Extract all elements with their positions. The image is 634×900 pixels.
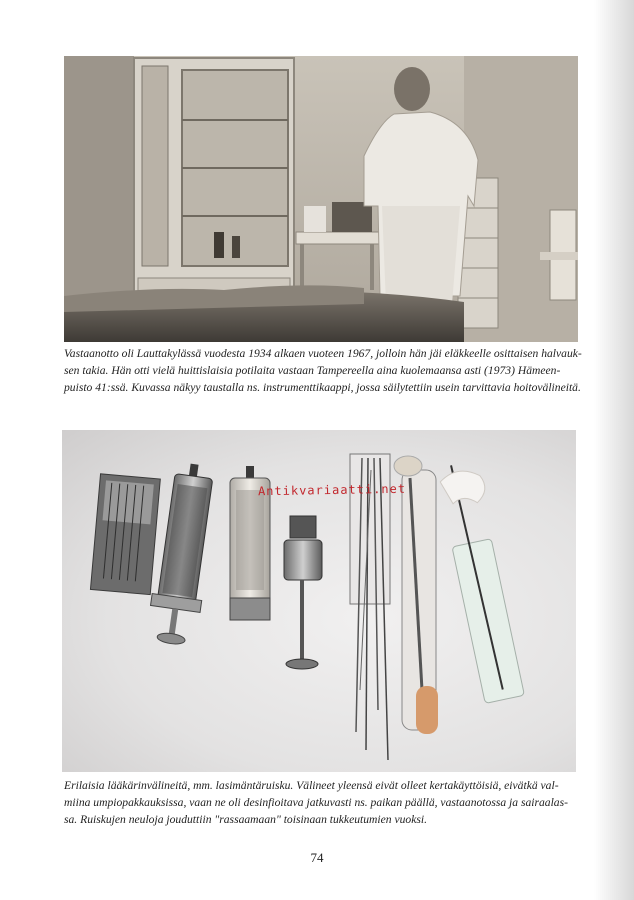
small-syringe <box>284 516 322 669</box>
needle-glass-case <box>435 459 529 703</box>
caption-line: puisto 41:ssä. Kuvassa näkyy taustalla ns. instrumenttikaappi, jossa säilytettiin usein tarvittavia hoitovälineitä. <box>64 381 581 394</box>
caption-bottom <box>64 777 579 828</box>
instruments-illustration <box>62 430 576 772</box>
caption-line: sen takia. Hän otti vielä huittislaisia potilaita vastaan Tampereella aina kuolemaansa asti (1973) Hämeen- <box>64 364 561 377</box>
caption-top <box>64 345 582 396</box>
page-edge-shadow <box>594 0 634 900</box>
caption-line: Erilaisia lääkärinvälineitä, mm. lasimäntäruisku. Välineet yleensä eivät olleet kertakäyttöisiä, eivätkä val- <box>64 779 559 792</box>
doctor-office-photo <box>64 56 578 342</box>
doctor-office-illustration <box>64 56 578 342</box>
cotton-swab-tube <box>394 456 438 734</box>
medical-instruments-photo <box>62 430 576 772</box>
caption-line: Vastaanotto oli Lauttakylässä vuodesta 1934 alkaen vuoteen 1967, jolloin hän jäi eläkkeelle osittaisen halvauk- <box>64 347 582 360</box>
watermark-text: Antikvariaatti.net <box>257 481 407 499</box>
catheter-bundle-tube <box>350 454 390 760</box>
caption-line: miina umpiopakkauksissa, vaan ne oli desinfioitava jatkuvasti ns. paikan päällä, vastaanotossa ja sairaalas- <box>64 796 568 809</box>
caption-line: sa. Ruiskujen neuloja jouduttiin "rassaamaan" toisinaan tukkeutumien vuoksi. <box>64 813 427 826</box>
page-number: 74 <box>310 850 324 865</box>
needle-case <box>90 474 160 595</box>
